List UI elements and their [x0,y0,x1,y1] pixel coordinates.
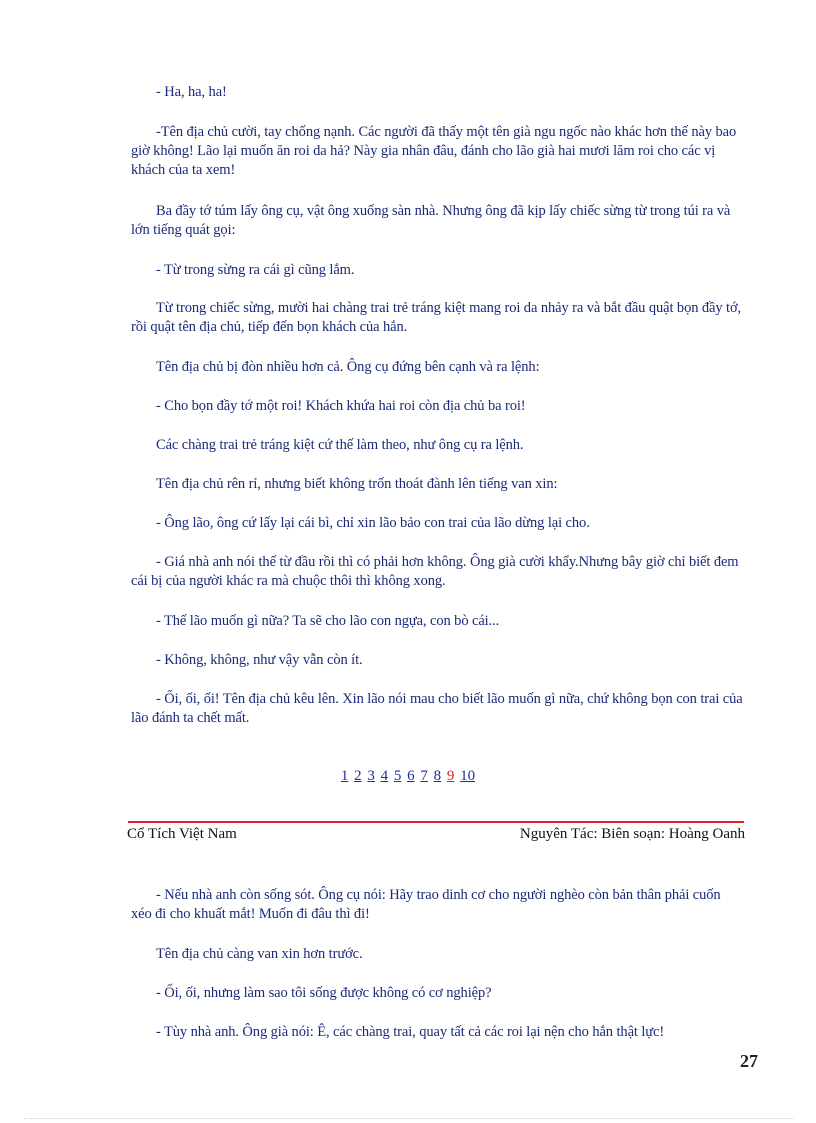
page-number: 27 [740,1051,758,1071]
page-link-1[interactable]: 1 [340,768,349,784]
paragraph: - Thế lão muốn gì nữa? Ta sẽ cho lão con ngựa, con bò cái... [156,613,500,629]
page-link-9-current[interactable]: 9 [446,768,455,784]
paragraph: - Nếu nhà anh còn sống sót. Ông cụ nói: Hãy trao dinh cơ cho người nghèo còn bản thân phải cuốn xéo đi cho khuất mắt! Muốn đi đâu thì đi! [131,887,721,922]
footer-book-title: Cổ Tích Việt Nam [127,826,237,842]
paragraph: - Không, không, như vậy vẫn còn ít. [156,652,363,668]
paragraph: - Giá nhà anh nói thế từ đầu rồi thì có phải hơn không. Ông già cười khẩy.Nhưng bây giờ chỉ biết đem cái bị của người khác ra mà chuộc thôi thì không xong. [131,554,739,589]
page-link-8[interactable]: 8 [433,768,442,784]
page-link-5[interactable]: 5 [393,768,402,784]
page-link-7[interactable]: 7 [420,768,428,784]
pagination [0,768,816,785]
page-link-6[interactable]: 6 [407,768,415,784]
paragraph: Từ trong chiếc sừng, mười hai chàng trai trẻ tráng kiệt mang roi da nhảy ra và bắt đầu quật bọn đầy tớ, rồi quật tên địa chủ, tiếp đến bọn khách của hắn. [131,300,742,335]
footer-divider [128,821,744,823]
page-link-10[interactable]: 10 [460,768,476,784]
paragraph: - Ông lão, ông cứ lấy lại cái bì, chỉ xin lão bảo con trai của lão dừng lại cho. [156,515,590,531]
paragraph: - Ha, ha, ha! [156,84,227,100]
footer-author: Nguyên Tác: Biên soạn: Hoàng Oanh [519,826,745,842]
paragraph: - Cho bọn đầy tớ một roi! Khách khứa hai roi còn địa chủ ba roi! [156,398,526,414]
page-link-3[interactable]: 3 [367,768,375,784]
page-bottom-divider [24,1118,794,1119]
paragraph: -Tên địa chủ cười, tay chống nạnh. Các người đã thấy một tên già ngu ngốc nào khác hơn thế này bao giờ không! Lão lại muốn ăn roi da hả? Này gia nhân đâu, đánh cho lão già hai mươi lăm roi cho các vị khách của ta xem! [131,124,737,178]
paragraph: Tên địa chủ bị đòn nhiều hơn cả. Ông cụ đứng bên cạnh và ra lệnh: [156,359,540,375]
paragraph: Tên địa chủ rên rỉ, nhưng biết không trốn thoát đành lên tiếng van xin: [156,476,558,492]
paragraph: - Ối, ối, ối! Tên địa chủ kêu lên. Xin lão nói mau cho biết lão muốn gì nữa, chứ không bọn con trai của lão đánh ta chết mất. [131,691,743,726]
paragraph: Các chàng trai trẻ tráng kiệt cứ thế làm theo, như ông cụ ra lệnh. [156,437,524,453]
paragraph: - Ối, ối, nhưng làm sao tôi sống được không có cơ nghiệp? [156,985,492,1001]
paragraph: - Tùy nhà anh. Ông già nói: Ê, các chàng trai, quay tất cả các roi lại nện cho hắn thật lực! [156,1024,665,1040]
paragraph: Ba đầy tớ túm lấy ông cụ, vật ông xuống sàn nhà. Nhưng ông đã kịp lấy chiếc sừng từ trong túi ra và lớn tiếng quát gọi: [131,203,731,238]
paragraph: Tên địa chủ càng van xin hơn trước. [156,946,363,962]
paragraph: - Từ trong sừng ra cái gì cũng lắm. [156,262,355,278]
page-link-4[interactable]: 4 [380,768,389,784]
page-link-2[interactable]: 2 [354,768,362,784]
